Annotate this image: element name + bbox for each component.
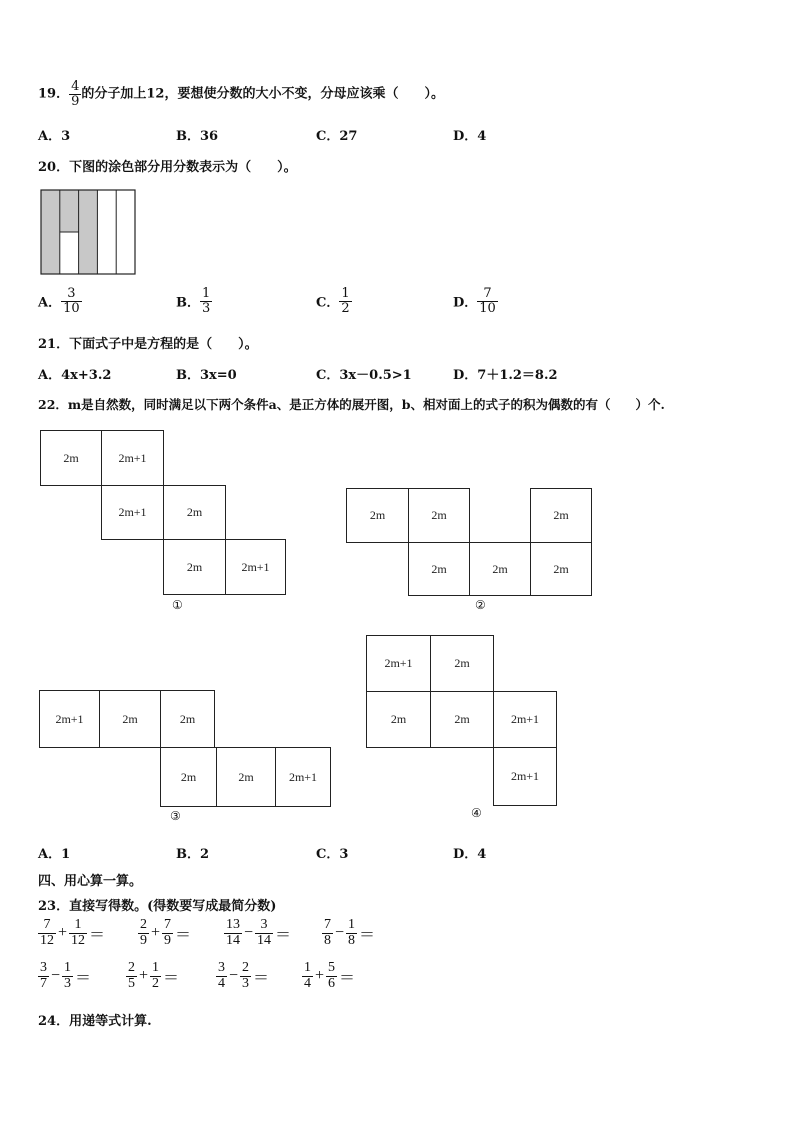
q22-stem: 22．m是自然数，同时满足以下两个条件a、是正方体的展开图，b、相对面上的式子的积为偶数的有（ ）个. <box>38 397 665 412</box>
net4-face: 2m <box>430 635 494 692</box>
q20-option-d: D． $\frac{7}{10}$ <box>453 286 496 316</box>
q23-row1-expr3: $\frac{13}{14}$ − $\frac{3}{14}$ ＝ <box>226 917 292 948</box>
net2-face: 2m <box>346 488 409 543</box>
q23-row2-expr3: $\frac{3}{4}$ − $\frac{2}{3}$ ＝ <box>218 960 270 991</box>
section-4-heading: 四、用心算一算。 <box>38 874 143 889</box>
shaded-strip-3 <box>79 190 98 274</box>
net1-label: ① <box>172 598 183 612</box>
shaded-strip-1 <box>41 190 60 274</box>
net2-face: 2m <box>408 542 470 596</box>
net2-label: ② <box>475 598 486 612</box>
q22-option-b: B．2 <box>176 847 210 862</box>
q19-option-d: D．4 <box>453 129 487 144</box>
net2-face: 2m <box>530 542 592 596</box>
q23-row1-expr1: $\frac{7}{12}$ + $\frac{1}{12}$ ＝ <box>40 917 106 948</box>
q23-row1-expr4: $\frac{7}{8}$ − $\frac{1}{8}$ ＝ <box>324 917 376 948</box>
net3-face: 2m <box>160 690 215 748</box>
shaded-strip-2-top <box>60 190 79 232</box>
net4-face: 2m <box>366 691 431 748</box>
net1-face: 2m+1 <box>225 539 286 595</box>
net3-face: 2m <box>99 690 161 748</box>
q23-stem: 23．直接写得数。(得数要写成最简分数) <box>38 899 277 914</box>
q20-option-b: B． $\frac{1}{3}$ <box>176 286 211 316</box>
q22-option-d: D．4 <box>453 847 487 862</box>
net1-face: 2m <box>163 485 226 540</box>
net1-face: 2m <box>40 430 102 486</box>
net4-face: 2m+1 <box>493 691 557 748</box>
q20-option-a: A． $\frac{3}{10}$ <box>38 286 80 316</box>
net1-face: 2m+1 <box>101 485 164 540</box>
net3-label: ③ <box>170 809 181 823</box>
q21-option-c: C．3x－0.5>1 <box>316 368 412 383</box>
net4-label: ④ <box>471 806 482 820</box>
q19-option-b: B．36 <box>176 129 219 144</box>
q21-stem: 21．下面式子中是方程的是（ ）。 <box>38 337 258 352</box>
net3-face: 2m+1 <box>275 747 331 807</box>
net4-face: 2m <box>430 691 494 748</box>
q20-stem: 20．下图的涂色部分用分数表示为（ ）。 <box>38 160 297 175</box>
q23-row2-expr2: $\frac{2}{5}$ + $\frac{1}{2}$ ＝ <box>128 960 180 991</box>
q19-option-c: C．27 <box>316 129 358 144</box>
q21-option-a: A．4x+3.2 <box>38 368 112 383</box>
q19-option-a: A．3 <box>38 129 71 144</box>
q23-row2-expr1: $\frac{3}{7}$ − $\frac{1}{3}$ ＝ <box>40 960 92 991</box>
q19-text: 的分子加上12，要想使分数的大小不变，分母应该乘（ ）。 <box>81 86 444 102</box>
net2-face: 2m <box>469 542 531 596</box>
net3-face: 2m <box>216 747 276 807</box>
net2-face: 2m <box>408 488 470 543</box>
q23-row1-expr2: $\frac{2}{9}$ + $\frac{7}{9}$ ＝ <box>140 917 192 948</box>
q19-fraction: $\frac{4}{9}$ <box>71 79 80 109</box>
net1-face: 2m <box>163 539 226 595</box>
q23-row2-expr4: $\frac{1}{4}$ + $\frac{5}{6}$ ＝ <box>304 960 356 991</box>
q20-shaded-rectangle-figure <box>40 189 138 277</box>
q21-option-d: D．7＋1.2＝8.2 <box>453 368 558 383</box>
net3-face: 2m+1 <box>39 690 100 748</box>
net4-face: 2m+1 <box>366 635 431 692</box>
q24-stem: 24．用递等式计算. <box>38 1014 152 1029</box>
q20-option-c: C． $\frac{1}{2}$ <box>316 286 350 316</box>
net3-face: 2m <box>160 747 217 807</box>
q21-option-b: B．3x=0 <box>176 368 237 383</box>
net1-face: 2m+1 <box>101 430 164 486</box>
net2-face: 2m <box>530 488 592 543</box>
q19-number: 19． <box>38 86 70 102</box>
q22-option-a: A．1 <box>38 847 71 862</box>
q22-option-c: C．3 <box>316 847 349 862</box>
q19-stem <box>38 80 444 108</box>
net4-face: 2m+1 <box>493 747 557 806</box>
